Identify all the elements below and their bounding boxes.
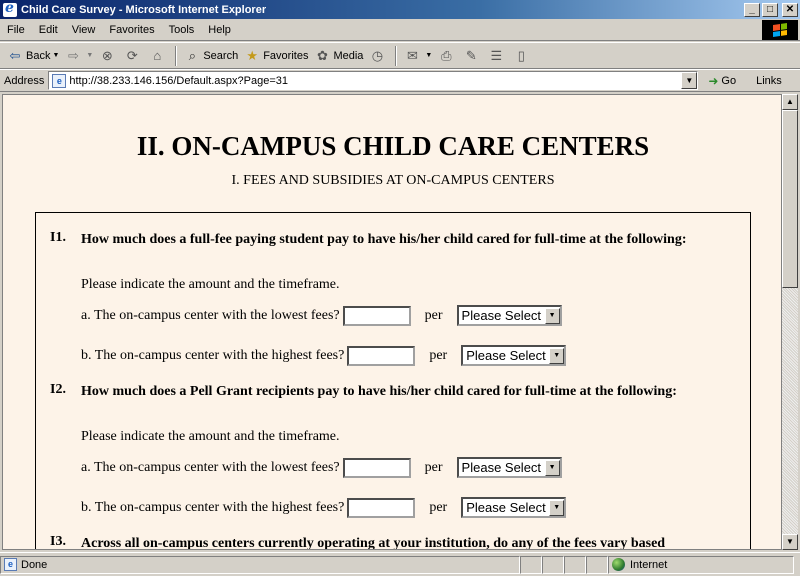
chevron-down-icon[interactable]: ▼ bbox=[52, 52, 60, 59]
status-cell bbox=[564, 556, 586, 574]
window-title: Child Care Survey - Microsoft Internet Explorer bbox=[21, 3, 267, 16]
forward-button[interactable] bbox=[62, 45, 96, 67]
question-instruction: Please indicate the amount and the timeframe. bbox=[81, 429, 340, 444]
page-done-icon: e bbox=[4, 558, 17, 571]
chevron-down-icon[interactable]: ▼ bbox=[549, 500, 564, 516]
home-button[interactable] bbox=[146, 45, 171, 67]
go-label: Go bbox=[721, 74, 737, 87]
status-cell bbox=[542, 556, 564, 574]
go-arrow-icon: ➜ bbox=[708, 73, 719, 88]
page-title: II. ON-CAMPUS CHILD CARE CENTERS bbox=[136, 131, 650, 161]
amount-input[interactable] bbox=[347, 498, 415, 518]
status-cell bbox=[520, 556, 542, 574]
title-bar bbox=[0, 0, 800, 19]
question-text: Across all on-campus centers currently operating at your institution, do any of the fees vary based bbox=[81, 536, 666, 550]
address-bar bbox=[0, 69, 800, 92]
maximize-button[interactable]: □ bbox=[762, 3, 778, 17]
address-url[interactable]: http://38.233.146.156/Default.aspx?Page=31 bbox=[69, 74, 289, 87]
scroll-up-icon[interactable]: ▲ bbox=[782, 94, 798, 110]
home-icon: ⌂ bbox=[153, 47, 162, 63]
chevron-down-icon[interactable]: ▼ bbox=[545, 308, 560, 324]
zone-text: Internet bbox=[630, 558, 668, 571]
select-value: Please Select bbox=[461, 460, 542, 475]
history-icon: ◷ bbox=[371, 47, 384, 63]
menu-tools[interactable]: Tools bbox=[168, 23, 195, 36]
menu-file[interactable]: File bbox=[7, 23, 25, 36]
search-button[interactable] bbox=[181, 45, 241, 67]
toolbar-divider bbox=[175, 46, 177, 66]
amount-input[interactable] bbox=[343, 306, 411, 326]
question-number: I3. bbox=[50, 534, 66, 549]
answer-row bbox=[81, 305, 562, 326]
row-label: b. The on-campus center with the highest fees? bbox=[81, 347, 345, 363]
go-button[interactable] bbox=[708, 74, 736, 88]
menu-bar bbox=[0, 19, 800, 41]
standard-toolbar bbox=[0, 42, 800, 69]
history-button[interactable] bbox=[366, 45, 391, 67]
mail-icon: ✉ bbox=[406, 47, 418, 63]
address-dropdown-chevron-down-icon[interactable]: ▼ bbox=[681, 72, 697, 89]
toolbar-divider bbox=[395, 46, 397, 66]
question-text: How much does a Pell Grant recipients pay to have his/her child cared for full-time at the following: bbox=[81, 384, 677, 399]
timeframe-select[interactable] bbox=[457, 457, 562, 478]
media-button[interactable] bbox=[311, 45, 366, 67]
timeframe-select[interactable] bbox=[457, 305, 562, 326]
messenger-button[interactable] bbox=[510, 45, 535, 67]
row-label: b. The on-campus center with the highest fees? bbox=[81, 499, 345, 515]
ie-logo-icon bbox=[3, 3, 17, 17]
favorites-icon: ★ bbox=[246, 47, 259, 63]
links-button[interactable]: Links bbox=[756, 74, 782, 87]
discuss-button[interactable] bbox=[485, 45, 510, 67]
back-button[interactable] bbox=[4, 45, 62, 67]
vertical-scrollbar[interactable] bbox=[782, 94, 798, 550]
status-cell bbox=[586, 556, 608, 574]
scroll-down-icon[interactable]: ▼ bbox=[782, 534, 798, 550]
select-value: Please Select bbox=[466, 348, 546, 363]
search-icon: ⌕ bbox=[188, 47, 196, 63]
question-number: I2. bbox=[50, 382, 66, 397]
select-value: Please Select bbox=[466, 500, 546, 515]
row-label: a. The on-campus center with the lowest fees? bbox=[81, 459, 340, 475]
answer-row bbox=[81, 497, 566, 518]
stop-icon: ⊗ bbox=[101, 47, 113, 63]
globe-icon bbox=[612, 558, 625, 571]
chevron-down-icon[interactable]: ▼ bbox=[545, 460, 560, 476]
edit-icon: ✎ bbox=[465, 47, 477, 63]
status-text-cell bbox=[0, 556, 520, 574]
scrollbar-thumb[interactable] bbox=[782, 110, 798, 288]
media-label: Media bbox=[333, 49, 364, 62]
per-label: per bbox=[424, 307, 443, 323]
media-icon: ✿ bbox=[317, 47, 328, 63]
close-button[interactable]: ✕ bbox=[782, 3, 798, 17]
row-label: a. The on-campus center with the lowest fees? bbox=[81, 307, 340, 323]
status-text: Done bbox=[21, 558, 48, 571]
question-number: I1. bbox=[50, 230, 66, 245]
menu-favorites[interactable]: Favorites bbox=[109, 23, 155, 36]
refresh-icon: ⟳ bbox=[126, 47, 138, 63]
amount-input[interactable] bbox=[343, 458, 411, 478]
per-label: per bbox=[429, 347, 448, 363]
chevron-down-icon[interactable]: ▼ bbox=[549, 348, 564, 364]
answer-row bbox=[81, 457, 562, 478]
status-bar bbox=[0, 552, 800, 576]
timeframe-select[interactable] bbox=[461, 345, 566, 366]
security-zone-cell bbox=[608, 556, 794, 574]
amount-input[interactable] bbox=[347, 346, 415, 366]
address-label: Address bbox=[4, 74, 45, 87]
print-icon: ⎙ bbox=[441, 47, 452, 63]
page-content bbox=[2, 94, 782, 550]
favorites-label: Favorites bbox=[263, 49, 309, 62]
per-label: per bbox=[424, 459, 443, 475]
messenger-icon: ▯ bbox=[517, 47, 525, 63]
back-arrow-icon: ⇦ bbox=[9, 47, 21, 63]
menu-help[interactable]: Help bbox=[208, 23, 231, 36]
menu-edit[interactable]: Edit bbox=[38, 23, 58, 36]
section-title: I. FEES AND SUBSIDIES AT ON-CAMPUS CENTERS bbox=[231, 173, 555, 188]
chevron-down-icon[interactable]: ▼ bbox=[425, 52, 433, 59]
answer-row bbox=[81, 345, 566, 366]
address-input[interactable] bbox=[48, 71, 698, 90]
forward-arrow-icon: ⇨ bbox=[67, 47, 79, 63]
stop-button[interactable] bbox=[96, 45, 121, 67]
menu-view[interactable]: View bbox=[71, 23, 96, 36]
question-text: How much does a full-fee paying student pay to have his/her child cared for full-time at the following: bbox=[81, 232, 687, 247]
select-value: Please Select bbox=[461, 308, 542, 323]
discuss-icon: ☰ bbox=[490, 47, 503, 63]
page-icon: e bbox=[52, 74, 66, 88]
favorites-button[interactable] bbox=[241, 45, 311, 67]
print-button[interactable] bbox=[435, 45, 460, 67]
search-label: Search bbox=[203, 49, 239, 62]
timeframe-select[interactable] bbox=[461, 497, 566, 518]
mail-button[interactable] bbox=[401, 45, 435, 67]
per-label: per bbox=[429, 499, 448, 515]
windows-logo-icon bbox=[762, 20, 798, 40]
question-box bbox=[35, 212, 751, 550]
refresh-button[interactable] bbox=[121, 45, 146, 67]
back-label: Back bbox=[26, 49, 51, 62]
minimize-button[interactable]: _ bbox=[744, 3, 760, 17]
edit-button[interactable] bbox=[460, 45, 485, 67]
question-instruction: Please indicate the amount and the timeframe. bbox=[81, 277, 340, 292]
chevron-down-icon[interactable]: ▼ bbox=[86, 52, 94, 59]
